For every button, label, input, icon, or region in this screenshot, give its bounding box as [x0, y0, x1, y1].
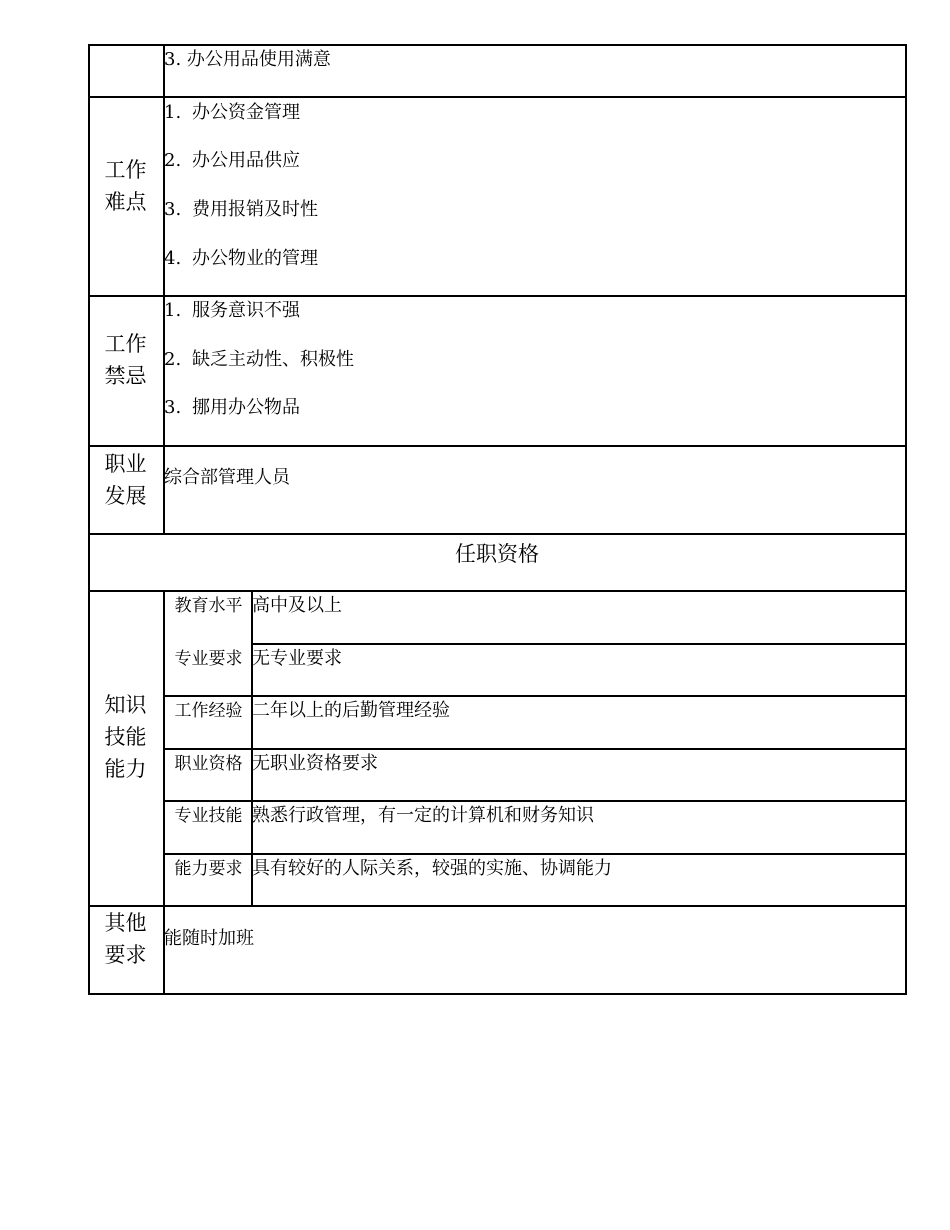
item-text: 缺乏主动性、积极性: [192, 349, 354, 370]
taboos-label: [88, 328, 163, 392]
difficulty-item: [164, 198, 318, 222]
qualification-header: 任职资格: [455, 542, 539, 566]
item-text: 办公资金管理: [192, 102, 300, 123]
certification-label: 职业资格: [174, 754, 243, 774]
knowledge-row-separator: [163, 853, 906, 855]
row-separator: [88, 905, 906, 907]
other-label-line2: 要求: [104, 943, 147, 967]
knowledge-row-separator: [163, 800, 906, 802]
row-separator: [88, 295, 906, 297]
career-label-line1: 职业: [104, 452, 147, 476]
item-number: 2.: [164, 349, 182, 370]
difficulty-item: [164, 149, 300, 173]
table-bottom-border: [88, 993, 906, 995]
difficulties-label-line1: 工作: [104, 158, 147, 182]
other-label-line1: 其他: [104, 911, 147, 935]
difficulty-item: [164, 247, 318, 271]
education-label: 教育水平: [174, 596, 243, 616]
career-label-line2: 发展: [104, 484, 147, 508]
knowledge-row-separator: [163, 748, 906, 750]
career-text: 综合部管理人员: [164, 467, 290, 488]
item-number: 1.: [164, 300, 182, 321]
knowledge-label-line3: 能力: [104, 757, 147, 781]
item-number: 4.: [164, 248, 182, 269]
knowledge-label-line1: 知识: [104, 693, 147, 717]
major-label: 专业要求: [174, 649, 243, 669]
experience-label: 工作经验: [174, 701, 243, 721]
difficulties-label-line2: 难点: [104, 190, 147, 214]
row-separator: [88, 96, 906, 98]
career-label: [88, 448, 163, 512]
item-text: 办公用品供应: [192, 150, 300, 171]
top-row-text: 3. 办公用品使用满意: [164, 49, 331, 70]
item-text: 费用报销及时性: [192, 199, 318, 220]
row-separator: [88, 590, 906, 592]
other-text: 能随时加班: [164, 928, 254, 949]
knowledge-label-line2: 技能: [104, 725, 147, 749]
taboos-label-line2: 禁忌: [104, 364, 147, 388]
experience-value: 二年以上的后勤管理经验: [252, 700, 450, 721]
other-label: [88, 907, 163, 971]
difficulty-item: [164, 101, 300, 125]
education-value: 高中及以上: [252, 595, 342, 616]
taboos-label-line1: 工作: [104, 332, 147, 356]
taboo-item: [164, 299, 300, 323]
major-value: 无专业要求: [252, 648, 342, 669]
taboo-item: [164, 396, 300, 420]
item-text: 挪用办公物品: [192, 397, 300, 418]
item-text: 服务意识不强: [192, 300, 300, 321]
item-number: 3.: [164, 199, 182, 220]
skills-label: 专业技能: [174, 806, 243, 826]
item-number: 1.: [164, 102, 182, 123]
taboo-item: [164, 348, 354, 372]
table-top-border: [88, 44, 906, 46]
certification-value: 无职业资格要求: [252, 753, 378, 774]
ability-label: 能力要求: [174, 859, 243, 879]
row-separator: [88, 533, 906, 535]
item-text: 办公物业的管理: [192, 248, 318, 269]
item-number: 3.: [164, 397, 182, 418]
knowledge-row-separator: [163, 695, 906, 697]
skills-value: 熟悉行政管理，有一定的计算机和财务知识: [252, 805, 594, 826]
knowledge-label: [88, 689, 163, 785]
knowledge-row-separator: [251, 643, 906, 645]
row-separator: [88, 445, 906, 447]
difficulties-label: [88, 154, 163, 218]
ability-value: 具有较好的人际关系，较强的实施、协调能力: [252, 858, 612, 879]
item-number: 2.: [164, 150, 182, 171]
job-description-table: [88, 44, 906, 995]
